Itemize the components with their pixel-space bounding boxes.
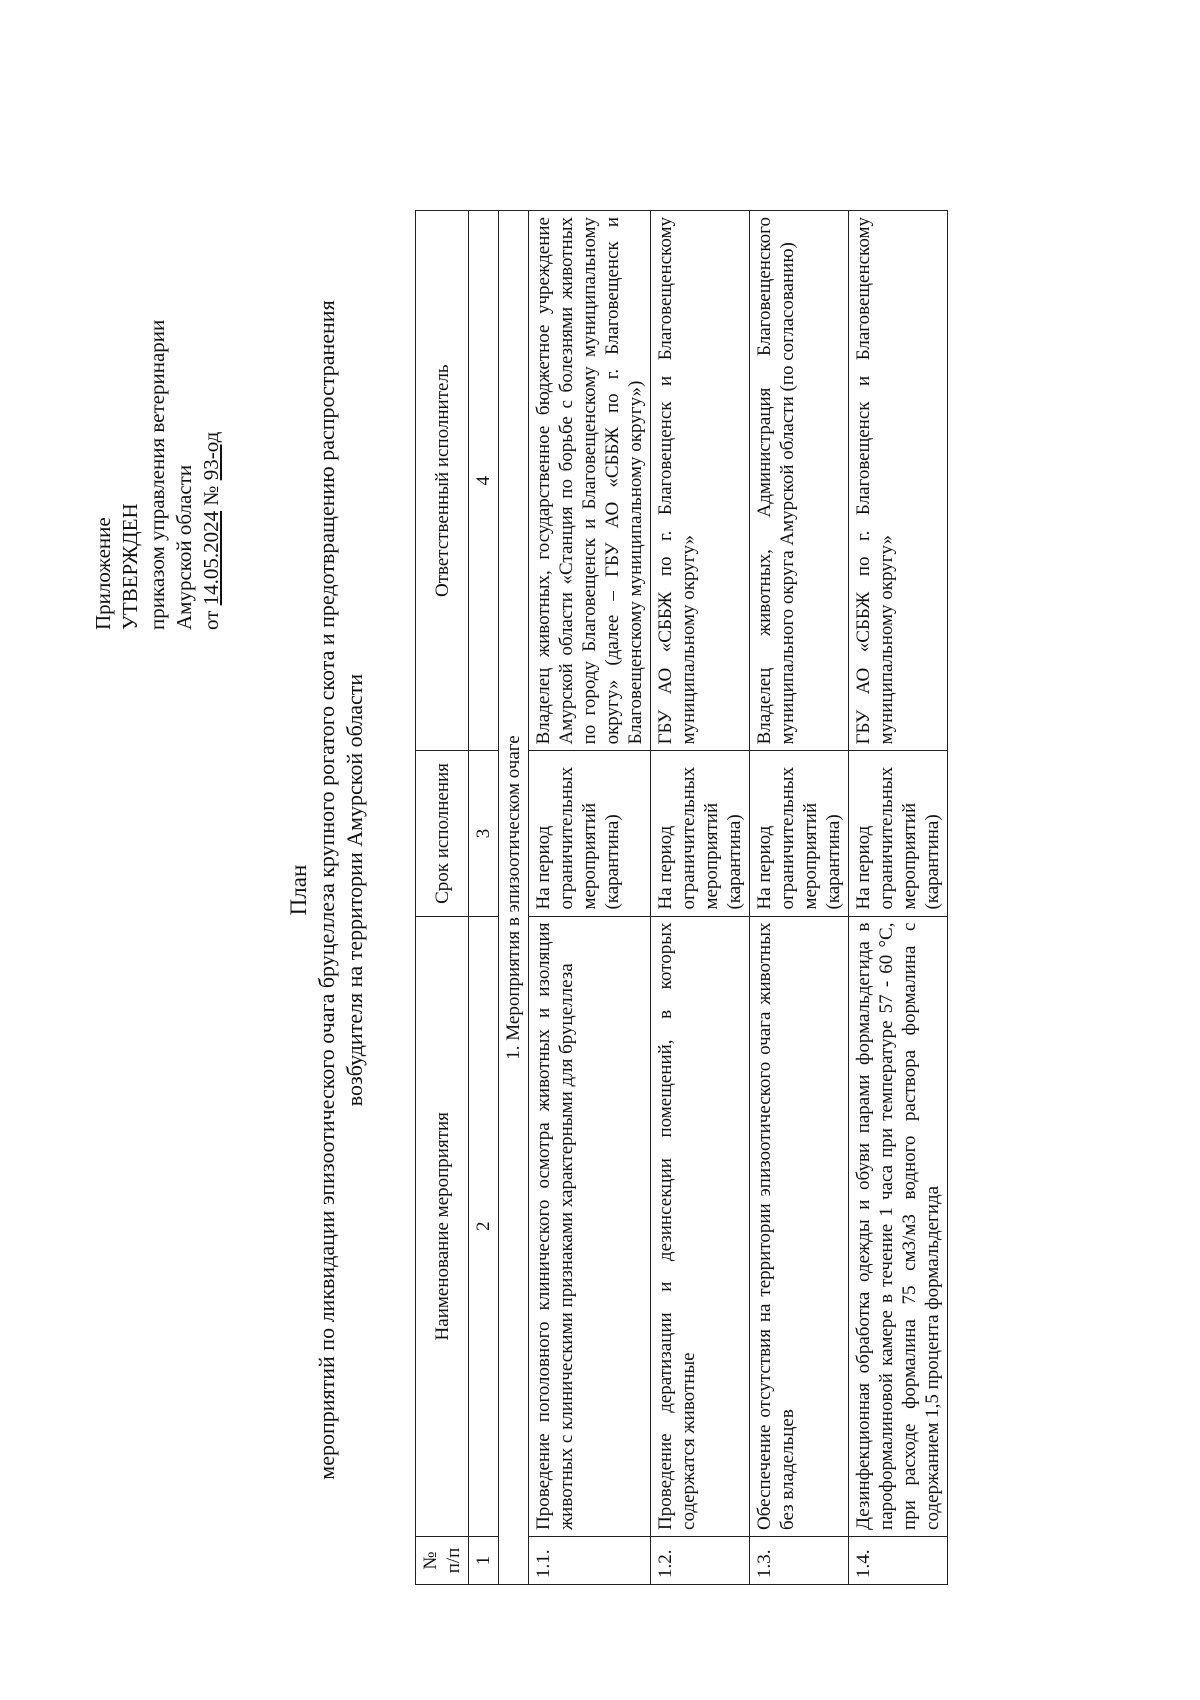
document-title bbox=[285, 130, 369, 1650]
table-row bbox=[849, 211, 948, 1585]
title-line-2: мероприятий по ликвидации эпизоотического очага бруцеллеза крупного рогатого скота и предотвращению распространения bbox=[314, 300, 339, 1480]
col-number-1: 1 bbox=[469, 1536, 499, 1584]
table-row bbox=[750, 211, 849, 1585]
column-number-row bbox=[469, 211, 499, 1585]
row-term: На период ограничительных мероприятий (карантина) bbox=[849, 751, 948, 916]
landscape-content bbox=[90, 130, 1030, 1650]
order-date: 14.05.2024 bbox=[199, 510, 223, 606]
row-num: 1.2. bbox=[651, 1536, 750, 1584]
row-resp: ГБУ АО «СББЖ по г. Благовещенск и Благовещенскому муниципальному округу» bbox=[849, 211, 948, 751]
order-number: 93-од bbox=[199, 431, 223, 481]
row-term: На период ограничительных мероприятий (карантина) bbox=[651, 751, 750, 916]
table-header-row bbox=[416, 211, 469, 1585]
col-number-2: 2 bbox=[469, 916, 499, 1536]
header-term: Срок исполнения bbox=[416, 751, 469, 916]
number-sign: № bbox=[199, 480, 223, 511]
row-num: 1.3. bbox=[750, 1536, 849, 1584]
approval-line-date bbox=[198, 130, 225, 630]
row-num: 1.1. bbox=[529, 1536, 651, 1584]
approval-line-appendix: Приложение bbox=[91, 517, 115, 630]
row-name: Проведение дератизации и дезинсекции помещений, в которых содержатся животные bbox=[651, 916, 750, 1536]
col-number-4: 4 bbox=[469, 211, 499, 751]
row-term: На период ограничительных мероприятий (карантина) bbox=[529, 751, 651, 916]
header-name: Наименование мероприятия bbox=[416, 916, 469, 1536]
table-row bbox=[529, 211, 651, 1585]
table-row bbox=[651, 211, 750, 1585]
row-name: Обеспечение отсутствия на территории эпизоотического очага животных без владельцев bbox=[750, 916, 849, 1536]
date-prefix: от bbox=[199, 605, 223, 630]
section-row bbox=[499, 211, 529, 1585]
col-number-3: 3 bbox=[469, 751, 499, 916]
row-resp: ГБУ АО «СББЖ по г. Благовещенск и Благовещенскому муниципальному округу» bbox=[651, 211, 750, 751]
plan-table bbox=[415, 210, 948, 1585]
header-num: № п/п bbox=[416, 1536, 469, 1584]
approval-line-region: Амурской области bbox=[172, 464, 196, 630]
row-name: Проведение поголовного клинического осмотра животных и изоляция животных с клиническими признаками характерными для бруцеллеза bbox=[529, 916, 651, 1536]
title-main: План bbox=[286, 864, 311, 916]
approval-line-order: приказом управления ветеринарии bbox=[145, 319, 169, 630]
row-resp: Владелец животных, Администрация Благовещенского муниципального округа Амурской области (по согласованию) bbox=[750, 211, 849, 751]
row-resp: Владелец животных, государственное бюджетное учреждение Амурской области «Станция по борьбе с болезнями животных по городу Благовещенск и Благовещенскому муниципальному округу» (далее – ГБУ АО «СББЖ по г. Благовещенск и Благовещенскому муниципальному округу») bbox=[529, 211, 651, 751]
row-name: Дезинфекционная обработка одежды и обуви парами формальдегида в пароформалиновой камере в течение 1 часа при температуре 57 - 60 °С, при расходе формалина 75 см3/м3 водного раствора формалина с содержанием 1,5 процента формальдегида bbox=[849, 916, 948, 1536]
approval-line-approved: УТВЕРЖДЕН bbox=[118, 503, 142, 630]
row-num: 1.4. bbox=[849, 1536, 948, 1584]
header-resp: Ответственный исполнитель bbox=[416, 211, 469, 751]
row-term: На период ограничительных мероприятий (карантина) bbox=[750, 751, 849, 916]
approval-stamp bbox=[90, 130, 225, 630]
title-line-3: возбудителя на территории Амурской области bbox=[342, 673, 367, 1107]
section-title: 1. Мероприятия в эпизоотическом очаге bbox=[499, 211, 529, 1585]
